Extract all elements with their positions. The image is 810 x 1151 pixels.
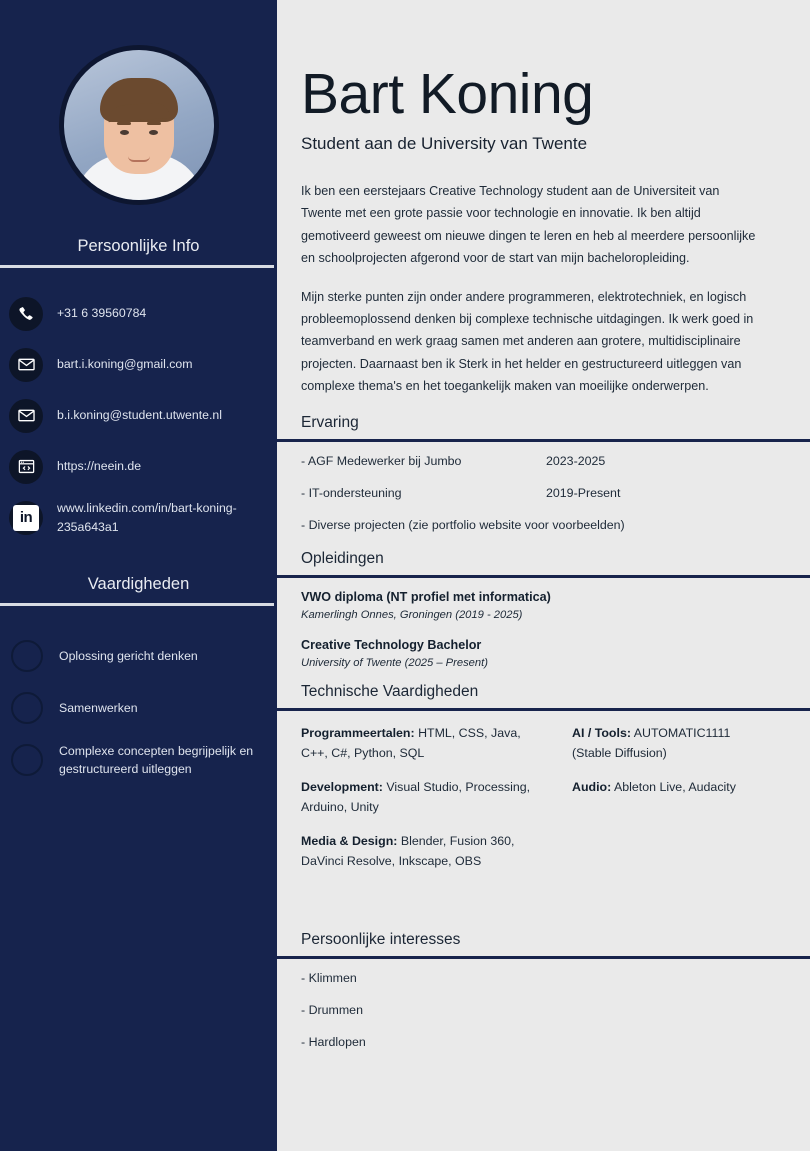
envelope-icon [9, 348, 43, 382]
contact-value: www.linkedin.com/in/bart-koning-235a643a1 [57, 501, 237, 534]
contact-list [0, 288, 277, 543]
section-interests [277, 931, 810, 1049]
interests-list [277, 959, 810, 1049]
contact-value: https://neein.de [57, 459, 142, 474]
skills-heading: Vaardigheden [87, 575, 190, 593]
avatar-eye-right [149, 130, 158, 135]
tech-label: Media & Design: [301, 834, 398, 849]
list-item: - Drummen [301, 1003, 363, 1018]
list-item [0, 682, 277, 734]
tech-value: Blender, Fusion 360, DaVinci Resolve, Inkscape, OBS [301, 834, 515, 869]
tech-label: Development: [301, 779, 383, 794]
tech-value: Visual Studio, Processing, Arduino, Unity [301, 779, 531, 814]
website-code-icon [9, 450, 43, 484]
bullet-circle-icon [11, 640, 43, 672]
personal-info-divider [0, 265, 277, 268]
contact-item-phone[interactable] [0, 288, 277, 339]
profile-paragraph: Mijn sterke punten zijn onder andere programmeren, elektrotechniek, en logisch probleemoplossend denken bij complexe technische uitdagingen. Ik werk goed in teamverband en werk graag samen met anderen aan grotere, multidisciplinaire projecten. Daarnaast ben ik Sterk in het helder en gestructureerd uitleggen van complexe thema's en het toegankelijk maken van moeilijke onderwerpen. [301, 289, 754, 394]
experience-date: 2019-Present [546, 485, 621, 500]
experience-date: 2023-2025 [546, 453, 606, 468]
skill-label: Complexe concepten begrijpelijk en gestructureerd uitleggen [59, 743, 254, 776]
bullet-circle-icon [11, 692, 43, 724]
contact-value: +31 6 39560784 [57, 306, 147, 321]
tech-label: AI / Tools: [572, 725, 631, 740]
education-list [277, 578, 810, 669]
contact-item-email-student[interactable] [0, 390, 277, 441]
list-item: - Klimmen [301, 971, 357, 986]
contact-value: bart.i.koning@gmail.com [57, 357, 193, 372]
skill-label: Oplossing gericht denken [59, 648, 198, 663]
page-subtitle: Student aan de University van Twente [301, 134, 588, 153]
contact-item-linkedin[interactable] [0, 492, 277, 543]
list-item: - Hardlopen [301, 1035, 366, 1050]
skill-label: Samenwerken [59, 700, 138, 715]
section-heading: Ervaring [301, 413, 359, 431]
avatar-brow-right [147, 122, 161, 125]
tech-value: Ableton Live, Audacity [611, 779, 736, 794]
education-degree: Creative Technology Bachelor [301, 637, 482, 652]
table-row [301, 486, 770, 500]
table-row [301, 518, 770, 532]
phone-icon [9, 297, 43, 331]
avatar-eye-left [120, 130, 129, 135]
tech-value: HTML, CSS, Java, C++, C#, Python, SQL [301, 725, 521, 760]
envelope-icon [9, 399, 43, 433]
technical-skills-column-left [301, 723, 546, 886]
tech-value: AUTOMATIC1111 (Stable Diffusion) [572, 725, 731, 760]
section-technical-skills [277, 683, 810, 886]
technical-skills-column-right [572, 723, 770, 886]
tech-label: Programmeertalen: [301, 725, 415, 740]
education-school: Kamerlingh Onnes, Groningen (2019 - 2025) [301, 608, 523, 621]
skills-divider [0, 603, 277, 606]
section-heading: Opleidingen [301, 549, 384, 567]
section-heading: Technische Vaardigheden [301, 682, 479, 700]
experience-role: - IT-ondersteuning [301, 485, 402, 500]
section-education [277, 550, 810, 669]
list-item [0, 630, 277, 682]
profile-summary [277, 154, 810, 398]
main-content [277, 0, 810, 1151]
personal-info-heading: Persoonlijke Info [77, 237, 200, 255]
section-experience [277, 414, 810, 532]
linkedin-icon: in [9, 501, 43, 535]
technical-skills-body [277, 711, 810, 886]
experience-list [277, 442, 810, 532]
contact-item-website[interactable] [0, 441, 277, 492]
list-item [301, 777, 546, 817]
contact-value: b.i.koning@student.utwente.nl [57, 408, 222, 423]
list-item [301, 638, 770, 669]
education-school: University of Twente (2025 – Present) [301, 656, 488, 669]
list-item [572, 723, 770, 763]
experience-role: - AGF Medewerker bij Jumbo [301, 453, 462, 468]
sidebar [0, 0, 277, 1151]
avatar-hair [100, 78, 178, 122]
list-item [301, 590, 770, 621]
avatar [59, 45, 219, 205]
experience-role: - Diverse projecten (zie portfolio website voor voorbeelden) [301, 517, 625, 532]
profile-paragraph: Ik ben een eerstejaars Creative Technology student aan de Universiteit van Twente met een grote passie voor technologie en innovatie. Ik ben altijd gemotiveerd geweest om nieuwe dingen te leren en heb al meerdere persoonlijke en schoolprojecten afgerond voor de start van mijn bacheloropleiding. [301, 184, 756, 266]
table-row [301, 454, 770, 468]
list-item [301, 831, 546, 871]
avatar-mouth [128, 156, 150, 162]
list-item [301, 723, 546, 763]
tech-label: Audio: [572, 779, 612, 794]
contact-item-email-personal[interactable] [0, 339, 277, 390]
soft-skills-list [0, 630, 277, 786]
page-title: Bart Koning [301, 62, 594, 126]
list-item [572, 777, 770, 797]
avatar-brow-left [117, 122, 131, 125]
bullet-circle-icon [11, 744, 43, 776]
section-heading: Persoonlijke interesses [301, 931, 461, 949]
list-item [0, 734, 277, 786]
education-degree: VWO diploma (NT profiel met informatica) [301, 589, 551, 604]
